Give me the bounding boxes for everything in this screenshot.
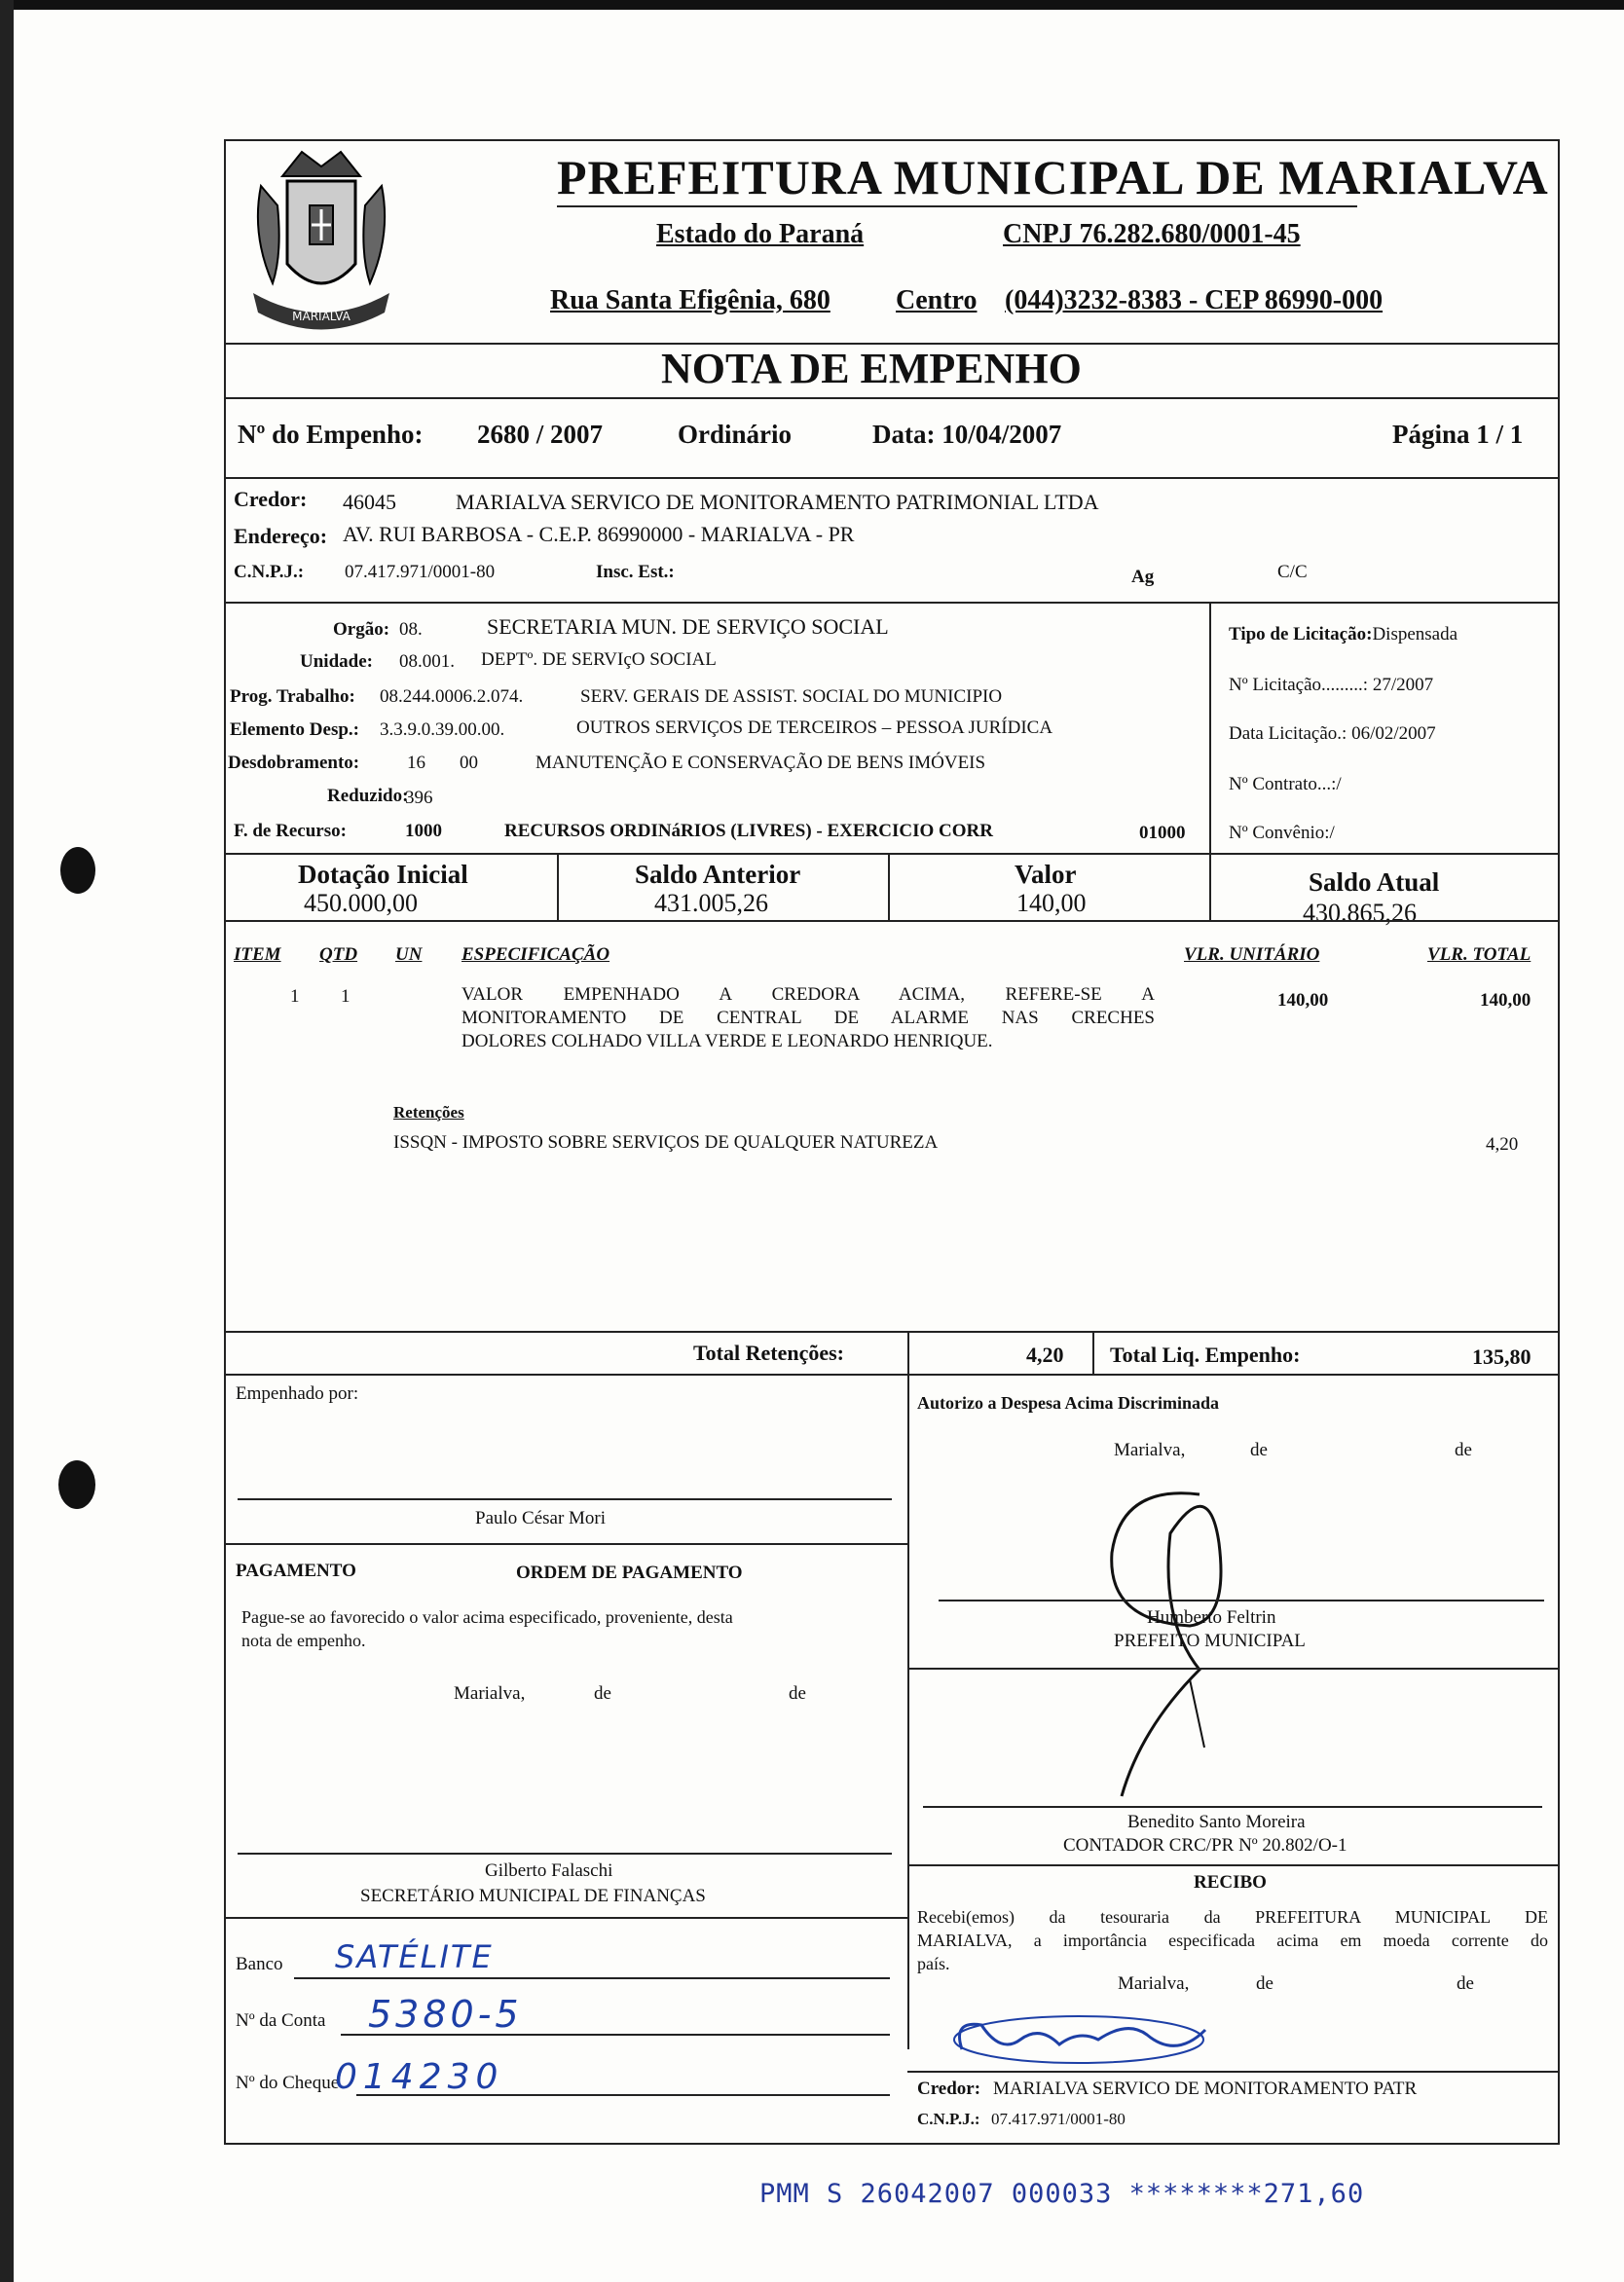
prefeitura-title: PREFEITURA MUNICIPAL DE MARIALVA: [557, 150, 1549, 204]
rule: [907, 1864, 1558, 1866]
ag-label: Ag: [1131, 567, 1155, 587]
valor-label: Valor: [1015, 860, 1077, 889]
banco-label: Banco: [236, 1954, 283, 1974]
desdobramento-name: MANUTENÇÃO E CONSERVAÇÃO DE BENS IMÓVEIS: [535, 753, 986, 773]
signature-line: [238, 1853, 892, 1855]
valor-value: 140,00: [1016, 889, 1087, 917]
conta-label: Nº da Conta: [236, 2010, 326, 2031]
nota-de-empenho-form: [224, 139, 1560, 2145]
cheque-label: Nº do Cheque: [236, 2073, 340, 2093]
banco-handwritten: SATÉLITE: [335, 1938, 494, 1975]
orgao-label: Orgão:: [333, 619, 390, 640]
totals-divider: [1092, 1331, 1094, 1374]
col-especificacao: ESPECIFICAÇÃO: [461, 944, 610, 965]
phone-cep-label: (044)3232-8383 - CEP 86990-000: [1005, 285, 1384, 315]
cnpj-field-label: C.N.P.J.:: [234, 562, 305, 582]
licitacao-divider: [1209, 602, 1211, 855]
retencao-value: 4,20: [1486, 1134, 1519, 1155]
recurso-name: RECURSOS ORDINáRIOS (LIVRES) - EXERCICIO CORR: [504, 821, 993, 841]
cheque-handwritten: 014230: [335, 2057, 504, 2097]
aut-place: Marialva,: [1114, 1440, 1186, 1460]
municipal-emblem: [243, 147, 399, 342]
prog-name: SERV. GERAIS DE ASSIST. SOCIAL DO MUNICIPIO: [580, 686, 1003, 707]
item-total-value: 140,00: [1480, 990, 1532, 1011]
credor-signature: [942, 2010, 1215, 2069]
desdobramento-a: 16: [407, 753, 425, 773]
signature-line: [923, 1806, 1542, 1808]
recibo-credor-label: Credor:: [917, 2079, 981, 2099]
retencao-desc: ISSQN - IMPOSTO SOBRE SERVIÇOS DE QUALQUER NATUREZA: [393, 1132, 939, 1153]
item-desc-line-2: MONITORAMENTO DE CENTRAL DE ALARME NAS CRECHES: [461, 1008, 1155, 1028]
pag-place: Marialva,: [454, 1683, 526, 1704]
recurso-label: F. de Recurso:: [234, 821, 347, 841]
num-licitacao: Nº Licitação.........: 27/2007: [1229, 675, 1434, 695]
elemento-name: OUTROS SERVIÇOS DE TERCEIROS – PESSOA JURÍDICA: [576, 718, 1053, 738]
rule: [226, 1374, 1558, 1376]
unidade-code: 08.001.: [399, 651, 455, 672]
mayor-name: Humberto Feltrin: [1147, 1607, 1276, 1628]
saldo-divider: [1209, 853, 1211, 920]
secretario-name: Gilberto Falaschi: [485, 1860, 613, 1881]
col-un: UN: [395, 944, 423, 965]
credor-label: Credor:: [234, 487, 308, 511]
saldo-divider: [888, 853, 890, 920]
rule: [907, 1668, 1558, 1670]
recibo-line-3: país.: [917, 1954, 950, 1973]
mayor-title: PREFEITO MUNICIPAL: [1114, 1631, 1306, 1651]
unidade-name: DEPTº. DE SERVIçO SOCIAL: [481, 649, 717, 670]
saldo-atual-value: 430.865,26: [1303, 899, 1417, 927]
page-number: Página 1 / 1: [1392, 420, 1524, 449]
rule: [226, 1331, 1558, 1333]
empenho-type: Ordinário: [678, 420, 793, 449]
credor-cnpj: 07.417.971/0001-80: [345, 562, 496, 582]
state-label: Estado do Paraná: [656, 219, 865, 249]
aut-de-2: de: [1455, 1440, 1472, 1460]
data-licitacao: Data Licitação.: 06/02/2007: [1229, 723, 1436, 744]
pague-line-2: nota de empenho.: [241, 1631, 366, 1650]
insc-est-label: Insc. Est.:: [596, 562, 675, 582]
num-contrato: Nº Contrato...:/: [1229, 774, 1342, 794]
authentication-stamp: PMM S 26042007 000033 ********271,60: [759, 2179, 1365, 2209]
empenhado-por-label: Empenhado por:: [236, 1383, 359, 1404]
elemento-code: 3.3.9.0.39.00.00.: [380, 719, 505, 740]
total-retencoes-value: 4,20: [1026, 1343, 1064, 1367]
col-vlr-unitario: VLR. UNITÁRIO: [1184, 944, 1320, 965]
item-unit-value: 140,00: [1277, 990, 1329, 1011]
saldo-anterior-value: 431.005,26: [654, 889, 768, 917]
empenho-num: 2680 / 2007: [477, 420, 604, 449]
punch-hole-bottom: [58, 1460, 95, 1509]
total-retencoes-label: Total Retenções:: [693, 1341, 844, 1365]
recibo-label: RECIBO: [1194, 1872, 1267, 1893]
pag-de-2: de: [789, 1683, 806, 1704]
desdobramento-b: 00: [460, 753, 478, 773]
empenho-num-label: Nº do Empenho:: [238, 420, 424, 449]
col-item: ITEM: [234, 944, 281, 965]
svg-text:MARIALVA: MARIALVA: [292, 310, 351, 323]
item-desc-line-1: VALOR EMPENHADO A CREDORA ACIMA, REFERE-SE A: [461, 984, 1155, 1005]
dotacao-inicial-value: 450.000,00: [304, 889, 418, 917]
recibo-cnpj: 07.417.971/0001-80: [991, 2110, 1126, 2128]
saldo-atual-label: Saldo Atual: [1309, 867, 1440, 897]
recibo-cnpj-label: C.N.P.J.:: [917, 2110, 980, 2128]
title-underline: [557, 205, 1357, 207]
reduzido-label: Reduzido:: [327, 786, 409, 806]
orgao-name: SECRETARIA MUN. DE SERVIÇO SOCIAL: [487, 614, 889, 639]
recurso-code: 1000: [405, 821, 442, 841]
row-item: 1: [290, 986, 300, 1007]
banco-line: [294, 1977, 890, 1979]
rule: [226, 602, 1558, 604]
num-convenio: Nº Convênio:/: [1229, 823, 1335, 843]
total-liq-label: Total Liq. Empenho:: [1110, 1343, 1301, 1367]
top-edge-shadow: [0, 0, 1624, 10]
rec-de-1: de: [1256, 1973, 1273, 1994]
prog-code: 08.244.0006.2.074.: [380, 686, 524, 707]
row-qtd: 1: [341, 986, 351, 1007]
rule: [907, 2071, 1558, 2073]
cc-label: C/C: [1277, 562, 1308, 582]
endereco-label: Endereço:: [234, 524, 328, 548]
rule: [226, 920, 1558, 922]
empenho-date: Data: 10/04/2007: [872, 420, 1062, 449]
aut-de-1: de: [1250, 1440, 1268, 1460]
dotacao-inicial-label: Dotação Inicial: [298, 860, 468, 889]
rec-place: Marialva,: [1118, 1973, 1190, 1994]
col-qtd: QTD: [319, 944, 358, 965]
signature-line: [939, 1600, 1544, 1601]
cnpj-label: CNPJ 76.282.680/0001-45: [1003, 219, 1301, 249]
retencoes-label: Retenções: [393, 1103, 464, 1122]
pagamento-label: PAGAMENTO: [236, 1561, 356, 1581]
pague-line-1: Pague-se ao favorecido o valor acima especificado, proveniente, desta: [241, 1607, 733, 1627]
orgao-code: 08.: [399, 619, 423, 640]
recurso-number: 01000: [1139, 823, 1186, 843]
recibo-line-2: MARIALVA, a importância especificada acima em moeda corrente do: [917, 1931, 1548, 1950]
credor-address: AV. RUI BARBOSA - C.E.P. 86990000 - MARIALVA - PR: [343, 522, 855, 546]
empenhado-name: Paulo César Mori: [475, 1508, 607, 1528]
contador-title: CONTADOR CRC/PR Nº 20.802/O-1: [1063, 1835, 1347, 1856]
saldo-divider: [557, 853, 559, 920]
unidade-label: Unidade:: [300, 651, 373, 672]
contador-name: Benedito Santo Moreira: [1127, 1812, 1306, 1832]
street-label: Rua Santa Efigênia, 680: [550, 285, 830, 315]
rule: [226, 853, 1558, 855]
item-desc-line-3: DOLORES COLHADO VILLA VERDE E LEONARDO HENRIQUE.: [461, 1031, 993, 1051]
saldo-anterior-label: Saldo Anterior: [635, 860, 801, 889]
elemento-label: Elemento Desp.:: [230, 719, 359, 740]
reduzido-value: 396: [405, 788, 433, 808]
desdobramento-label: Desdobramento:: [228, 753, 360, 773]
footer-center-divider: [907, 1331, 909, 2049]
credor-name: MARIALVA SERVICO DE MONITORAMENTO PATRIMONIAL LTDA: [456, 490, 1099, 514]
doc-title: NOTA DE EMPENHO: [661, 345, 1082, 392]
rule: [226, 1543, 907, 1545]
punch-hole-top: [60, 847, 95, 894]
pag-de-1: de: [594, 1683, 611, 1704]
rec-de-2: de: [1457, 1973, 1474, 1994]
rule: [226, 397, 1558, 399]
prog-label: Prog. Trabalho:: [230, 686, 355, 707]
credor-code: 46045: [343, 490, 396, 514]
autorizo-label: Autorizo a Despesa Acima Discriminada: [917, 1393, 1219, 1413]
recibo-line-1: Recebi(emos) da tesouraria da PREFEITURA MUNICIPAL DE: [917, 1907, 1548, 1927]
signature-line: [238, 1498, 892, 1500]
secretario-title: SECRETÁRIO MUNICIPAL DE FINANÇAS: [360, 1886, 706, 1906]
left-edge-shadow: [0, 0, 14, 2282]
col-vlr-total: VLR. TOTAL: [1427, 944, 1532, 965]
district-label: Centro: [896, 285, 978, 315]
ordem-pagamento-label: ORDEM DE PAGAMENTO: [516, 1563, 743, 1583]
recibo-credor-name: MARIALVA SERVICO DE MONITORAMENTO PATR: [993, 2079, 1418, 2099]
rule: [226, 477, 1558, 479]
rule: [226, 1917, 907, 1919]
total-liq-value: 135,80: [1472, 1344, 1532, 1369]
conta-handwritten: 5380-5: [368, 1993, 523, 2036]
tipo-licitacao: Tipo de Licitação:Dispensada: [1229, 624, 1458, 644]
